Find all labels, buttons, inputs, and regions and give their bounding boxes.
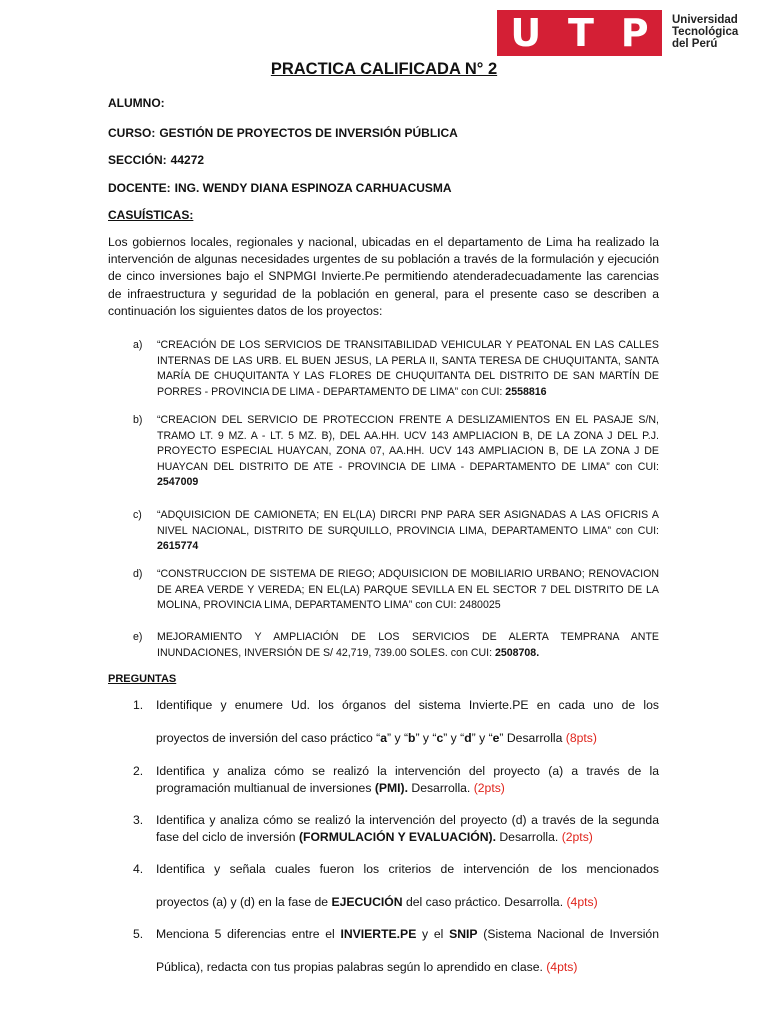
docente-label: DOCENTE: (108, 181, 171, 195)
q1-sep: ” y “ (415, 731, 437, 745)
question-1 (133, 689, 659, 755)
logo-letter-t: T (568, 11, 594, 55)
project-cui: 2547009 (157, 476, 199, 488)
logo-line-1: Universidad (672, 14, 738, 26)
question-5 (133, 918, 659, 984)
logo-letter-u: U (510, 11, 542, 55)
project-marker: e) (133, 631, 143, 643)
utp-logo (497, 10, 747, 56)
points-badge: (2pts) (473, 781, 505, 795)
seccion-field (108, 153, 204, 167)
points-badge: (4pts) (566, 895, 598, 909)
q5-text-end: (Sistema Nacional de Inversión (477, 927, 659, 941)
question-3-text: Identifica y analiza cómo se realizó la intervención del proyecto (d) a través de la segunda fase del ciclo de inversión (156, 813, 659, 844)
q1-letter-a: a (380, 731, 388, 745)
q5-bold-1: INVIERTE.PE (340, 927, 417, 941)
q5-line-2-text: Pública), redacta con tus propias palabras según lo aprendido en clase. (156, 960, 547, 974)
curso-value: GESTIÓN DE PROYECTOS DE INVERSIÓN PÚBLICA (159, 126, 458, 140)
project-item-b (133, 413, 659, 491)
question-4-line-1: Identifica y señala cuales fueron los criterios de intervención de los mencionados (156, 862, 659, 876)
docente-field (108, 181, 452, 195)
curso-label: CURSO: (108, 126, 156, 140)
docente-value: ING. WENDY DIANA ESPINOZA CARHUACUSMA (174, 181, 452, 195)
logo-line-3: del Perú (672, 38, 718, 50)
question-number: 1. (133, 698, 144, 712)
question-1-line-1: Identifique y enumere Ud. los órganos del sistema Invierte.PE en cada uno de los (156, 698, 659, 712)
q1-text: proyectos de inversión del caso práctico “ (156, 731, 381, 745)
question-2-bold: (PMI). (374, 781, 408, 795)
seccion-value: 44272 (170, 153, 205, 167)
question-2-text: Identifica y analiza cómo se realizó la intervención del proyecto (a) a través de la programación multianual de inversiones (156, 764, 659, 795)
project-text: “CREACION DEL SERVICIO DE PROTECCION FRENTE A DESLIZAMIENTOS EN EL PASAJE S/N, TRAMO LT. 9 MZ. A - LT. 5 MZ. B), DEL AA.HH. UCV 143 AMPLIACION B, DE LA ZONA J DEL P.J. PROYECTO ESPECIAL HUAYCAN, ZONA 07, AA.HH. UCV 143 AMPLIACION B, DE LA ZONA J DE HUAYCAN DEL DISTRITO DE ATE - PROVINCIA DE LIMA - DEPARTAMENTO DE LIMA” con CUI: (157, 414, 659, 473)
project-cui: 2558816 (505, 385, 547, 398)
logo-university-name (672, 14, 738, 50)
project-text: MEJORAMIENTO Y AMPLIACIÓN DE LOS SERVICIOS DE ALERTA TEMPRANA ANTE INUNDACIONES, INVERSIÓN DE S/ 42,719, 739.00 SOLES. con CUI: (157, 631, 659, 659)
question-number: 5. (133, 927, 144, 941)
q1-letter-c: c (436, 731, 444, 745)
logo-line-2: Tecnológica (672, 26, 739, 38)
q4-bold: EJECUCIÓN (331, 895, 403, 909)
project-cui: 2615774 (157, 540, 199, 552)
preguntas-heading: PREGUNTAS (108, 673, 177, 685)
q1-letter-b: b (408, 731, 416, 745)
casuisticas-heading: CASUÍSTICAS: (108, 208, 194, 222)
q1-sep: ” y “ (387, 731, 408, 745)
points-badge: (4pts) (546, 960, 578, 974)
question-5-line-1 (156, 918, 659, 951)
question-number: 3. (133, 813, 144, 827)
page-title: PRACTICA CALIFICADA N° 2 (270, 60, 498, 78)
project-item-d (133, 567, 659, 614)
logo-letters (497, 10, 662, 56)
project-item-c (133, 508, 659, 555)
question-2 (133, 763, 659, 797)
project-item-e (133, 630, 659, 661)
question-3 (133, 812, 659, 846)
question-3-text-end: Desarrolla. (495, 830, 562, 844)
question-4-line-2 (156, 886, 659, 919)
points-badge: (8pts) (565, 731, 597, 745)
q4-text: proyectos (a) y (d) en la fase de (156, 895, 332, 909)
points-badge: (2pts) (561, 830, 593, 844)
project-marker: d) (133, 568, 143, 580)
project-marker: c) (133, 509, 142, 521)
question-1-line-2 (156, 722, 659, 755)
q1-letter-e: e (492, 731, 500, 745)
question-3-bold: (FORMULACIÓN Y EVALUACIÓN). (298, 830, 496, 844)
project-text: “CONSTRUCCION DE SISTEMA DE RIEGO; ADQUISICION DE MOBILIARIO URBANO; RENOVACION DE AREA VERDE Y VEREDA; EN EL(LA) PARQUE SEVILLA EN EL SECTOR 7 DEL DISTRITO DE LA MOLINA, PROVINCIA LIMA, DEPARTAMENTO LIMA” con CUI: 2480025 (157, 568, 659, 611)
q4-text-end: del caso práctico. Desarrolla. (402, 895, 567, 909)
question-2-text-end: Desarrolla. (408, 781, 474, 795)
q1-sep: ” y “ (471, 731, 493, 745)
curso-field (108, 126, 458, 140)
q5-text-mid: y el (416, 927, 450, 941)
q5-text: Menciona 5 diferencias entre el (156, 927, 341, 941)
question-5-line-2 (156, 951, 659, 984)
question-number: 2. (133, 764, 144, 778)
project-cui: 2508708. (494, 646, 540, 659)
project-text: “ADQUISICION DE CAMIONETA; EN EL(LA) DIRCRI PNP PARA SER ASIGNADAS A LAS OFICRIS A NIVEL NACIONAL, DISTRITO DE SURQUILLO, PROVINCIA LIMA, DEPARTAMENTO LIMA” con CUI: (157, 509, 659, 537)
q1-text-end: ” Desarrolla (499, 731, 566, 745)
logo-letter-p: P (620, 11, 649, 55)
project-marker: a) (133, 339, 143, 351)
project-item-a (133, 338, 659, 400)
alumno-field (108, 96, 165, 110)
alumno-label: ALUMNO: (108, 96, 165, 110)
q1-sep: ” y “ (443, 731, 465, 745)
question-number: 4. (133, 862, 144, 876)
q5-bold-2: SNIP (449, 927, 478, 941)
q1-letter-d: d (464, 731, 472, 745)
intro-paragraph: Los gobiernos locales, regionales y nacional, ubicadas en el departamento de Lima ha realizado la intervención de algunas necesidades urgentes de su población a través de la formulación y ejecución de cinco inversiones bajo el SNPMGI Invierte.Pe permitiendo atenderadecuadamente las carencias de infraestructura y seguridad de la población en general, para el presente caso se describen a continuación los siguientes datos de los proyectos: (108, 235, 659, 318)
project-text: “CREACIÓN DE LOS SERVICIOS DE TRANSITABILIDAD VEHICULAR Y PEATONAL EN LAS CALLES INTERNAS DE LAS URB. EL BUEN JESUS, LA PERLA II, SANTA TERESA DE CHUQUITANTA, SANTA MARÍA DE CHUQUITANTA Y LAS FLORES DE CHUQUITANTA DEL DISTRITO DE SAN MARTÍN DE PORRES - PROVINCIA DE LIMA - DEPARTAMENTO DE LIMA” con CUI: (157, 339, 659, 398)
project-marker: b) (133, 414, 143, 426)
seccion-label: SECCIÓN: (108, 153, 167, 167)
question-4 (133, 853, 659, 919)
